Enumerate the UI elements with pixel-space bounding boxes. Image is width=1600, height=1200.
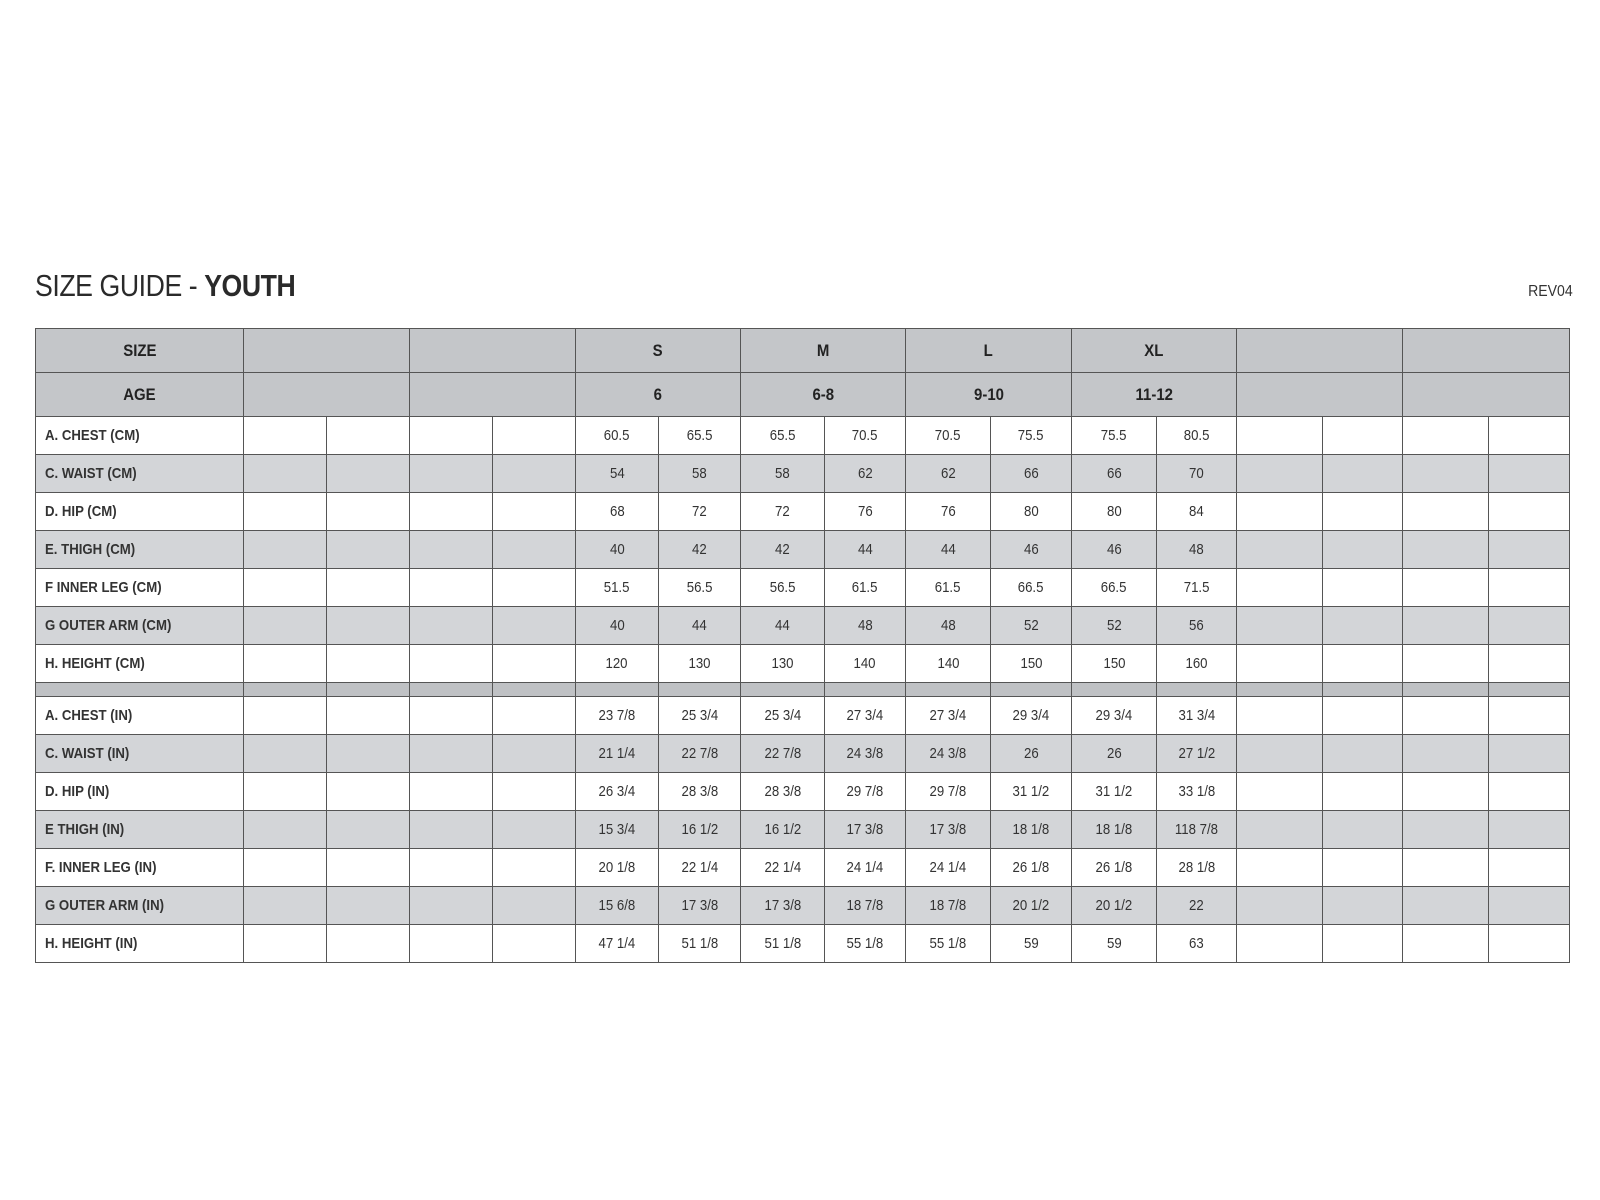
measurement-cell: 26 1/8 <box>991 849 1072 887</box>
measurement-cell: 28 3/8 <box>741 773 825 811</box>
measurement-cell: 68 <box>576 493 659 531</box>
empty-cell <box>1323 531 1403 569</box>
measurement-cell: 65.5 <box>659 417 741 455</box>
empty-cell <box>327 925 410 963</box>
measurement-cell: 54 <box>576 455 659 493</box>
page-title-emphasis: YOUTH <box>204 268 296 303</box>
empty-cell <box>410 607 493 645</box>
measurement-cell: 29 3/4 <box>991 697 1072 735</box>
empty-cell <box>493 773 576 811</box>
measurement-cell: 22 <box>1157 887 1237 925</box>
empty-cell <box>1237 493 1323 531</box>
measurement-cell: 150 <box>1072 645 1157 683</box>
empty-cell <box>1489 455 1570 493</box>
measurement-cell: 31 1/2 <box>991 773 1072 811</box>
empty-header-cell <box>1237 373 1403 417</box>
measurement-cell: 16 1/2 <box>659 811 741 849</box>
measurement-cell: 17 3/8 <box>825 811 906 849</box>
measurement-cell: 48 <box>1157 531 1237 569</box>
measurement-cell: 31 1/2 <box>1072 773 1157 811</box>
measurement-cell: 24 3/8 <box>825 735 906 773</box>
measurement-cell: 17 3/8 <box>741 887 825 925</box>
empty-cell <box>327 417 410 455</box>
empty-cell <box>1489 645 1570 683</box>
empty-cell <box>1323 811 1403 849</box>
empty-cell <box>493 849 576 887</box>
page-title-prefix: SIZE GUIDE - <box>35 268 205 303</box>
empty-cell <box>244 455 327 493</box>
measurement-cell: 55 1/8 <box>825 925 906 963</box>
measurement-cell: 140 <box>825 645 906 683</box>
measurement-cell: 62 <box>825 455 906 493</box>
empty-cell <box>410 417 493 455</box>
measurement-cell: 20 1/2 <box>991 887 1072 925</box>
size-header-xl: XL <box>1072 329 1237 373</box>
row-label: E THIGH (IN) <box>36 811 244 849</box>
measurement-cell: 22 7/8 <box>659 735 741 773</box>
empty-header-cell <box>1403 329 1570 373</box>
empty-cell <box>1403 773 1489 811</box>
table-row <box>36 607 1570 645</box>
empty-cell <box>410 455 493 493</box>
empty-cell <box>244 887 327 925</box>
empty-header-cell <box>1237 329 1403 373</box>
measurement-cell: 61.5 <box>825 569 906 607</box>
table-row <box>36 531 1570 569</box>
empty-cell <box>1323 849 1403 887</box>
row-label: E. THIGH (CM) <box>36 531 244 569</box>
revision-code: REV04 <box>1528 283 1573 300</box>
empty-cell <box>493 455 576 493</box>
row-label: G OUTER ARM (CM) <box>36 607 244 645</box>
separator-cell <box>741 683 825 697</box>
measurement-cell: 44 <box>659 607 741 645</box>
empty-cell <box>327 849 410 887</box>
empty-cell <box>1323 607 1403 645</box>
measurement-cell: 28 3/8 <box>659 773 741 811</box>
empty-cell <box>1237 887 1323 925</box>
empty-cell <box>327 531 410 569</box>
age-header-m: 6-8 <box>741 373 906 417</box>
measurement-cell: 44 <box>825 531 906 569</box>
measurement-cell: 46 <box>1072 531 1157 569</box>
empty-cell <box>327 569 410 607</box>
empty-cell <box>493 493 576 531</box>
measurement-cell: 24 3/8 <box>906 735 991 773</box>
measurement-cell: 56 <box>1157 607 1237 645</box>
empty-cell <box>1403 849 1489 887</box>
measurement-cell: 61.5 <box>906 569 991 607</box>
measurement-cell: 56.5 <box>741 569 825 607</box>
measurement-cell: 56.5 <box>659 569 741 607</box>
row-label: A. CHEST (CM) <box>36 417 244 455</box>
age-header-row <box>36 373 1570 417</box>
size-header-m: M <box>741 329 906 373</box>
row-label: C. WAIST (IN) <box>36 735 244 773</box>
age-header-xl: 11-12 <box>1072 373 1237 417</box>
empty-cell <box>244 925 327 963</box>
empty-cell <box>1323 887 1403 925</box>
age-header-s: 6 <box>576 373 741 417</box>
separator-cell <box>1237 683 1323 697</box>
measurement-cell: 70.5 <box>906 417 991 455</box>
empty-header-cell <box>244 373 410 417</box>
measurement-cell: 59 <box>991 925 1072 963</box>
measurement-cell: 59 <box>1072 925 1157 963</box>
empty-cell <box>410 531 493 569</box>
table-row <box>36 569 1570 607</box>
measurement-cell: 23 7/8 <box>576 697 659 735</box>
measurement-cell: 58 <box>659 455 741 493</box>
empty-header-cell <box>410 329 576 373</box>
empty-cell <box>1323 417 1403 455</box>
measurement-cell: 22 1/4 <box>659 849 741 887</box>
row-label: H. HEIGHT (IN) <box>36 925 244 963</box>
empty-cell <box>1489 925 1570 963</box>
separator-cell <box>576 683 659 697</box>
unit-separator-row <box>36 683 1570 697</box>
empty-cell <box>1403 697 1489 735</box>
measurement-cell: 66.5 <box>1072 569 1157 607</box>
empty-cell <box>493 735 576 773</box>
empty-cell <box>327 607 410 645</box>
row-label: A. CHEST (IN) <box>36 697 244 735</box>
measurement-cell: 52 <box>1072 607 1157 645</box>
empty-cell <box>1237 925 1323 963</box>
measurement-cell: 75.5 <box>1072 417 1157 455</box>
empty-cell <box>1323 455 1403 493</box>
empty-cell <box>1489 773 1570 811</box>
empty-cell <box>1237 697 1323 735</box>
separator-cell <box>493 683 576 697</box>
measurement-cell: 66 <box>991 455 1072 493</box>
measurement-cell: 27 1/2 <box>1157 735 1237 773</box>
measurement-cell: 51 1/8 <box>741 925 825 963</box>
table-row <box>36 735 1570 773</box>
size-header-label: SIZE <box>36 329 244 373</box>
table-row <box>36 697 1570 735</box>
measurement-cell: 21 1/4 <box>576 735 659 773</box>
row-label: D. HIP (IN) <box>36 773 244 811</box>
measurement-cell: 22 7/8 <box>741 735 825 773</box>
empty-cell <box>244 773 327 811</box>
empty-cell <box>1237 607 1323 645</box>
empty-header-cell <box>244 329 410 373</box>
measurement-cell: 160 <box>1157 645 1237 683</box>
empty-cell <box>1403 811 1489 849</box>
measurement-cell: 66 <box>1072 455 1157 493</box>
empty-cell <box>1237 735 1323 773</box>
empty-cell <box>1237 645 1323 683</box>
empty-cell <box>1403 607 1489 645</box>
empty-cell <box>244 531 327 569</box>
measurement-cell: 25 3/4 <box>659 697 741 735</box>
measurement-cell: 25 3/4 <box>741 697 825 735</box>
measurement-cell: 26 3/4 <box>576 773 659 811</box>
measurement-cell: 80 <box>1072 493 1157 531</box>
empty-cell <box>1237 849 1323 887</box>
separator-cell <box>410 683 493 697</box>
measurement-cell: 16 1/2 <box>741 811 825 849</box>
empty-cell <box>327 887 410 925</box>
measurement-cell: 150 <box>991 645 1072 683</box>
table-row <box>36 645 1570 683</box>
empty-cell <box>410 925 493 963</box>
empty-cell <box>1489 849 1570 887</box>
empty-cell <box>1403 569 1489 607</box>
empty-cell <box>327 811 410 849</box>
size-header-l: L <box>906 329 1072 373</box>
row-label: H. HEIGHT (CM) <box>36 645 244 683</box>
age-header-l: 9-10 <box>906 373 1072 417</box>
empty-cell <box>1403 417 1489 455</box>
measurement-cell: 70.5 <box>825 417 906 455</box>
empty-cell <box>410 849 493 887</box>
measurement-cell: 27 3/4 <box>825 697 906 735</box>
row-label: D. HIP (CM) <box>36 493 244 531</box>
empty-cell <box>1323 645 1403 683</box>
measurement-cell: 29 7/8 <box>825 773 906 811</box>
empty-cell <box>327 455 410 493</box>
empty-cell <box>410 887 493 925</box>
measurement-cell: 140 <box>906 645 991 683</box>
empty-cell <box>493 607 576 645</box>
measurement-cell: 52 <box>991 607 1072 645</box>
empty-cell <box>1323 493 1403 531</box>
measurement-cell: 72 <box>659 493 741 531</box>
measurement-cell: 80 <box>991 493 1072 531</box>
empty-cell <box>1489 735 1570 773</box>
measurement-cell: 17 3/8 <box>659 887 741 925</box>
empty-cell <box>410 773 493 811</box>
size-header-row <box>36 329 1570 373</box>
empty-cell <box>1403 645 1489 683</box>
empty-cell <box>327 773 410 811</box>
empty-cell <box>1323 925 1403 963</box>
measurement-cell: 40 <box>576 607 659 645</box>
measurement-cell: 72 <box>741 493 825 531</box>
empty-cell <box>1489 569 1570 607</box>
empty-cell <box>244 811 327 849</box>
measurement-cell: 58 <box>741 455 825 493</box>
separator-cell <box>1157 683 1237 697</box>
measurement-cell: 40 <box>576 531 659 569</box>
measurement-cell: 33 1/8 <box>1157 773 1237 811</box>
empty-cell <box>244 493 327 531</box>
empty-cell <box>327 697 410 735</box>
empty-cell <box>1403 887 1489 925</box>
row-label: F INNER LEG (CM) <box>36 569 244 607</box>
measurement-cell: 24 1/4 <box>906 849 991 887</box>
empty-cell <box>244 849 327 887</box>
empty-cell <box>493 811 576 849</box>
separator-cell <box>1489 683 1570 697</box>
empty-cell <box>1323 773 1403 811</box>
measurement-cell: 18 7/8 <box>825 887 906 925</box>
size-guide-table <box>35 328 1570 963</box>
measurement-cell: 63 <box>1157 925 1237 963</box>
empty-cell <box>410 645 493 683</box>
measurement-cell: 80.5 <box>1157 417 1237 455</box>
empty-cell <box>493 925 576 963</box>
table-row <box>36 887 1570 925</box>
empty-cell <box>493 417 576 455</box>
measurement-cell: 46 <box>991 531 1072 569</box>
empty-cell <box>244 569 327 607</box>
row-label: C. WAIST (CM) <box>36 455 244 493</box>
empty-cell <box>493 887 576 925</box>
empty-cell <box>1237 773 1323 811</box>
measurement-cell: 24 1/4 <box>825 849 906 887</box>
measurement-cell: 44 <box>741 607 825 645</box>
measurement-cell: 22 1/4 <box>741 849 825 887</box>
measurement-cell: 20 1/8 <box>576 849 659 887</box>
measurement-cell: 48 <box>906 607 991 645</box>
separator-cell <box>1323 683 1403 697</box>
measurement-cell: 62 <box>906 455 991 493</box>
empty-cell <box>410 811 493 849</box>
measurement-cell: 70 <box>1157 455 1237 493</box>
empty-cell <box>1489 417 1570 455</box>
empty-cell <box>1323 569 1403 607</box>
separator-cell <box>825 683 906 697</box>
empty-cell <box>1403 493 1489 531</box>
empty-cell <box>1403 455 1489 493</box>
measurement-cell: 29 3/4 <box>1072 697 1157 735</box>
size-header-s: S <box>576 329 741 373</box>
measurement-cell: 76 <box>906 493 991 531</box>
measurement-cell: 65.5 <box>741 417 825 455</box>
measurement-cell: 55 1/8 <box>906 925 991 963</box>
empty-cell <box>244 607 327 645</box>
empty-cell <box>1489 697 1570 735</box>
measurement-cell: 28 1/8 <box>1157 849 1237 887</box>
measurement-cell: 120 <box>576 645 659 683</box>
measurement-cell: 44 <box>906 531 991 569</box>
page-title <box>35 268 295 304</box>
measurement-cell: 26 1/8 <box>1072 849 1157 887</box>
measurement-cell: 47 1/4 <box>576 925 659 963</box>
measurement-cell: 130 <box>659 645 741 683</box>
empty-cell <box>327 645 410 683</box>
table-row <box>36 811 1570 849</box>
measurement-cell: 17 3/8 <box>906 811 991 849</box>
empty-cell <box>410 697 493 735</box>
empty-cell <box>1237 531 1323 569</box>
measurement-cell: 75.5 <box>991 417 1072 455</box>
empty-cell <box>244 697 327 735</box>
empty-cell <box>327 735 410 773</box>
measurement-cell: 31 3/4 <box>1157 697 1237 735</box>
measurement-cell: 66.5 <box>991 569 1072 607</box>
empty-cell <box>1489 531 1570 569</box>
measurement-cell: 51.5 <box>576 569 659 607</box>
separator-cell <box>1403 683 1489 697</box>
table-row <box>36 849 1570 887</box>
empty-cell <box>493 569 576 607</box>
separator-cell <box>244 683 327 697</box>
measurement-cell: 20 1/2 <box>1072 887 1157 925</box>
separator-cell <box>659 683 741 697</box>
empty-cell <box>1489 811 1570 849</box>
empty-cell <box>1237 811 1323 849</box>
measurement-cell: 27 3/4 <box>906 697 991 735</box>
measurement-cell: 15 3/4 <box>576 811 659 849</box>
table-row <box>36 417 1570 455</box>
table-row <box>36 773 1570 811</box>
separator-cell <box>1072 683 1157 697</box>
measurement-cell: 42 <box>659 531 741 569</box>
table-row <box>36 925 1570 963</box>
measurement-cell: 71.5 <box>1157 569 1237 607</box>
empty-cell <box>244 417 327 455</box>
measurement-cell: 26 <box>991 735 1072 773</box>
empty-cell <box>1323 735 1403 773</box>
measurement-cell: 48 <box>825 607 906 645</box>
empty-cell <box>1489 607 1570 645</box>
empty-cell <box>410 493 493 531</box>
empty-cell <box>493 697 576 735</box>
empty-cell <box>327 493 410 531</box>
empty-cell <box>1403 735 1489 773</box>
measurement-cell: 18 7/8 <box>906 887 991 925</box>
measurement-cell: 42 <box>741 531 825 569</box>
empty-header-cell <box>410 373 576 417</box>
measurement-cell: 76 <box>825 493 906 531</box>
separator-cell <box>327 683 410 697</box>
measurement-cell: 15 6/8 <box>576 887 659 925</box>
separator-cell <box>36 683 244 697</box>
empty-cell <box>1489 493 1570 531</box>
measurement-cell: 130 <box>741 645 825 683</box>
measurement-cell: 118 7/8 <box>1157 811 1237 849</box>
measurement-cell: 84 <box>1157 493 1237 531</box>
measurement-cell: 18 1/8 <box>1072 811 1157 849</box>
separator-cell <box>991 683 1072 697</box>
empty-cell <box>410 735 493 773</box>
row-label: G OUTER ARM (IN) <box>36 887 244 925</box>
empty-cell <box>493 645 576 683</box>
measurement-cell: 29 7/8 <box>906 773 991 811</box>
empty-cell <box>1403 531 1489 569</box>
size-guide-body <box>36 329 1570 963</box>
table-row <box>36 455 1570 493</box>
empty-cell <box>1237 417 1323 455</box>
empty-cell <box>493 531 576 569</box>
row-label: F. INNER LEG (IN) <box>36 849 244 887</box>
empty-cell <box>244 735 327 773</box>
separator-cell <box>906 683 991 697</box>
measurement-cell: 18 1/8 <box>991 811 1072 849</box>
empty-cell <box>1403 925 1489 963</box>
empty-cell <box>1323 697 1403 735</box>
empty-header-cell <box>1403 373 1570 417</box>
age-header-label: AGE <box>36 373 244 417</box>
empty-cell <box>1237 569 1323 607</box>
empty-cell <box>1489 887 1570 925</box>
measurement-cell: 60.5 <box>576 417 659 455</box>
measurement-cell: 51 1/8 <box>659 925 741 963</box>
empty-cell <box>244 645 327 683</box>
empty-cell <box>1237 455 1323 493</box>
table-row <box>36 493 1570 531</box>
empty-cell <box>410 569 493 607</box>
measurement-cell: 26 <box>1072 735 1157 773</box>
